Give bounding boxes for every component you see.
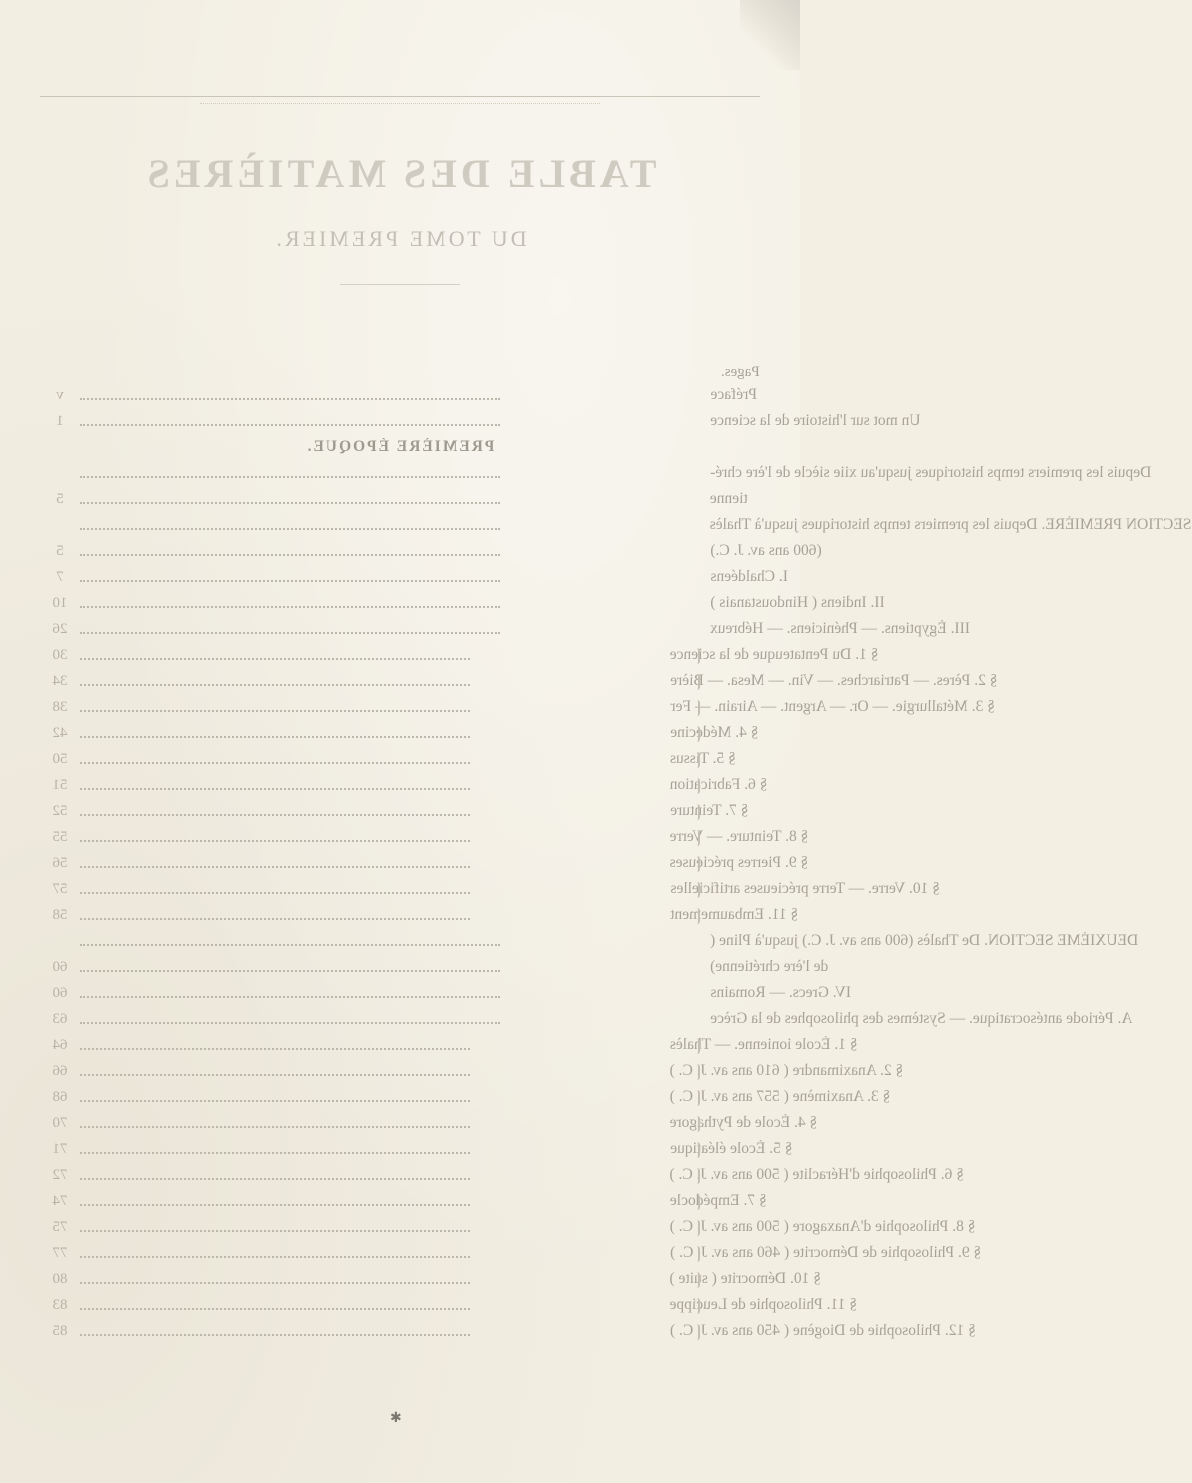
- section-mark-icon: [688, 882, 700, 898]
- section-mark-icon: [688, 1064, 700, 1080]
- leader-dots: [80, 788, 470, 790]
- toc-entry: [0, 774, 800, 800]
- toc-page-number: 38: [52, 699, 68, 715]
- toc-entry-text: § 7. Teinture: [670, 802, 749, 819]
- toc-entry-text: § 9. Philosophie de Démocrite ( 460 ans av. J. C. ): [670, 1244, 982, 1261]
- leader-dots: [80, 658, 470, 660]
- toc-page-number: 50: [52, 751, 68, 767]
- leader-dots: [80, 1126, 470, 1128]
- toc-entry-text: A. Période antésocratique. — Systèmes des philosophes de la Grèce: [710, 1010, 1133, 1027]
- section-mark-icon: [688, 830, 700, 846]
- pages-column-label: Pages.: [721, 364, 760, 380]
- leader-dots: [80, 1334, 470, 1336]
- toc-entry-text: § 6. Philosophie d'Héraclite ( 500 ans av. J. C. ): [670, 1166, 965, 1183]
- leader-dots: [80, 606, 500, 608]
- toc-page-number: 7: [56, 569, 64, 585]
- toc-page-number: 60: [52, 959, 68, 975]
- toc-entry-text: § 5. Tissus: [670, 750, 736, 767]
- toc-page-number: 58: [52, 907, 68, 923]
- toc-page-number: 75: [52, 1219, 68, 1235]
- toc-entry: [0, 1112, 818, 1138]
- leader-dots: [80, 918, 470, 920]
- leader-dots: [80, 554, 500, 556]
- toc-entry-text: § 3. Métallurgie. — Or. — Argent. — Airain. — Fer: [670, 698, 995, 715]
- top-rule: [40, 96, 760, 97]
- toc-entry-text: § 2. Anaximandre ( 610 ans av. J. C. ): [670, 1062, 904, 1079]
- toc-page-number: 56: [52, 855, 68, 871]
- leader-dots: [80, 1230, 470, 1232]
- leader-dots: [80, 1308, 470, 1310]
- toc-entry: [0, 462, 1152, 488]
- toc-entry-text: § 5. École éléatique: [670, 1140, 793, 1157]
- leader-dots: [80, 1178, 470, 1180]
- toc-page-number: 5: [56, 491, 64, 507]
- toc-entry: [0, 1320, 976, 1346]
- toc-entry: [0, 1086, 891, 1112]
- toc-entry-text: § 7. Empédocle: [670, 1192, 767, 1209]
- toc-entry-text: § 4. Médecine: [670, 724, 759, 741]
- section-mark-icon: [688, 1168, 700, 1184]
- leader-dots: [80, 866, 470, 868]
- toc-entries: [0, 384, 1192, 1346]
- leader-dots: [80, 1256, 470, 1258]
- leader-dots: [80, 762, 470, 764]
- toc-page-number: 10: [52, 595, 68, 611]
- leader-dots: [80, 502, 500, 504]
- toc-entry: [0, 1294, 858, 1320]
- toc-page-number: 63: [52, 1011, 68, 1027]
- toc-entry: [0, 592, 885, 618]
- section-mark-icon: [688, 908, 700, 924]
- leader-dots: [80, 1100, 470, 1102]
- toc-entry-text: (600 ans av. J. C.): [710, 542, 822, 559]
- toc-entry: [0, 1242, 982, 1268]
- toc-entry: [0, 1138, 800, 1164]
- toc-page-number: 55: [52, 829, 68, 845]
- leader-dots: [80, 424, 500, 426]
- toc-page-number: 42: [52, 725, 68, 741]
- toc-page-number: 57: [52, 881, 68, 897]
- page-title: TABLE DES MATIÈRES: [143, 151, 657, 196]
- leader-dots: [80, 398, 500, 400]
- section-mark-icon: [688, 804, 700, 820]
- toc-entry: [0, 1008, 1133, 1034]
- toc-entry-text: III. Égyptiens. — Phéniciens. — Hébreux: [710, 620, 970, 637]
- toc-page-number: 60: [52, 985, 68, 1001]
- toc-entry-text: de l'ère chrétienne): [710, 958, 829, 975]
- section-mark-icon: [688, 1038, 700, 1054]
- section-mark-icon: [688, 1194, 700, 1210]
- toc-entry-text: Un mot sur l'histoire de la science: [710, 412, 921, 429]
- top-rule-dotted: [200, 103, 600, 104]
- toc-entry: [0, 1190, 800, 1216]
- section-mark-icon: [688, 648, 700, 664]
- toc-entry-text: I. Chaldéens: [710, 568, 788, 585]
- toc-page-number: 74: [52, 1193, 68, 1209]
- toc-entry: [0, 800, 800, 826]
- toc-entry: [0, 1216, 976, 1242]
- leader-dots: [80, 632, 500, 634]
- section-mark-icon: [688, 1324, 700, 1340]
- toc-page-number: 51: [52, 777, 68, 793]
- toc-entry: [0, 488, 800, 514]
- toc-entry-text: IV. Grecs. — Romains: [710, 984, 851, 1001]
- section-mark-icon: [688, 726, 700, 742]
- section-mark-icon: [688, 1272, 700, 1288]
- toc-entry-text: § 1. École ionienne. — Thalès: [670, 1036, 858, 1053]
- toc-entry-text: § 4. École de Pythagore: [670, 1114, 818, 1131]
- toc-page-number: 26: [52, 621, 68, 637]
- leader-dots: [80, 736, 470, 738]
- section-mark-icon: [688, 1220, 700, 1236]
- toc-page-number: 30: [52, 647, 68, 663]
- toc-page-number: 83: [52, 1297, 68, 1313]
- toc-entry: [0, 566, 800, 592]
- toc-entry: [0, 1034, 858, 1060]
- leader-dots: [80, 1282, 470, 1284]
- toc-page-number: 68: [52, 1089, 68, 1105]
- toc-page-number: 77: [52, 1245, 68, 1261]
- leader-dots: [80, 684, 470, 686]
- toc-entry-text: II. Indiens ( Hindoustanais ): [710, 594, 885, 611]
- toc-entry: [0, 956, 829, 982]
- toc-entry-text: § 3. Anaximène ( 557 ans av. J. C. ): [670, 1088, 891, 1105]
- toc-entry: [0, 930, 1139, 956]
- toc-entry: [0, 618, 970, 644]
- leader-dots: [80, 476, 500, 478]
- leader-dots: [80, 710, 470, 712]
- toc-entry: [0, 514, 1192, 540]
- toc-entry: [0, 722, 800, 748]
- toc-page-number: 1: [56, 413, 64, 429]
- toc-entry-text: § 10. Verre. — Terre précieuses artificielles: [670, 880, 940, 897]
- leader-dots: [80, 1074, 470, 1076]
- toc-entry-text: § 2. Pères. — Patriarches. — Vin. — Mesa. — Bière: [670, 672, 998, 689]
- toc-entry: [0, 410, 921, 436]
- toc-entry-text: § 1. Du Pentateuque de la science: [670, 646, 879, 663]
- toc-entry-text: § 10. Démocrite ( suite ): [670, 1270, 822, 1287]
- toc-entry-text: § 9. Pierres précieuses: [670, 854, 809, 871]
- toc-entry: [0, 748, 800, 774]
- section-mark-icon: [688, 700, 700, 716]
- toc-entry-text: § 11. Embaumement: [670, 906, 799, 923]
- toc-entry: [0, 852, 809, 878]
- toc-page-number: 64: [52, 1037, 68, 1053]
- section-mark-icon: [688, 1090, 700, 1106]
- toc-entry: [0, 982, 851, 1008]
- toc-entry: [0, 644, 879, 670]
- leader-dots: [80, 970, 500, 972]
- leader-dots: [80, 1022, 500, 1024]
- leader-dots: [80, 944, 500, 946]
- toc-entry-text: § 12. Philosophie de Diogène ( 450 ans av. J. C. ): [670, 1322, 976, 1339]
- toc-entry-text: DEUXIÈME SECTION. De Thalès (600 ans av. J. C.) jusqu'à Pline (: [710, 932, 1139, 949]
- toc-entry-text: SECTION PREMIÈRE. Depuis les premiers temps historiques jusqu'à Thalès: [710, 516, 1192, 533]
- title-divider: [340, 284, 460, 285]
- toc-entry-text: tienne: [710, 490, 748, 507]
- toc-entry-text: § 6. Fabrication: [670, 776, 768, 793]
- toc-page-number: 85: [52, 1323, 68, 1339]
- toc-page-number: 70: [52, 1115, 68, 1131]
- toc-entry-text: § 11. Philosophie de Leucippe: [670, 1296, 858, 1313]
- section-mark-icon: [688, 778, 700, 794]
- toc-entry-text: § 8. Philosophie d'Anaxagore ( 500 ans av. J. C. ): [670, 1218, 976, 1235]
- leader-dots: [80, 814, 470, 816]
- page-subtitle: DU TOME PREMIER.: [273, 226, 527, 251]
- toc-entry-text: Depuis les premiers temps historiques jusqu'au xiie siècle de l'ère chré-: [710, 464, 1152, 481]
- toc-page-number: 66: [52, 1063, 68, 1079]
- toc-entry: [0, 696, 995, 722]
- section-mark-icon: [688, 1298, 700, 1314]
- toc-entry-text: PREMIÈRE ÉPOQUE.: [305, 438, 495, 455]
- section-mark-icon: [688, 674, 700, 690]
- toc-page-number: 71: [52, 1141, 68, 1157]
- footer-mark: ✱: [390, 1411, 402, 1426]
- leader-dots: [80, 1204, 470, 1206]
- toc-entry-text: § 8. Teinture. — Verre: [670, 828, 809, 845]
- toc-entry-text: Préface: [710, 386, 757, 403]
- toc-page-number: 80: [52, 1271, 68, 1287]
- toc-entry: [0, 826, 809, 852]
- leader-dots: [80, 580, 500, 582]
- toc-entry: [0, 1060, 904, 1086]
- leader-dots: [80, 1152, 470, 1154]
- leader-dots: [80, 892, 470, 894]
- toc-page-number: 34: [52, 673, 68, 689]
- section-mark-icon: [688, 1116, 700, 1132]
- leader-dots: [80, 528, 500, 530]
- toc-page-number: 5: [56, 543, 64, 559]
- page-corner-shadow: [740, 0, 800, 70]
- toc-entry: [0, 384, 800, 410]
- toc-entry: [0, 1268, 822, 1294]
- toc-page-number: 72: [52, 1167, 68, 1183]
- section-mark-icon: [688, 1246, 700, 1262]
- leader-dots: [80, 996, 500, 998]
- leader-dots: [80, 840, 470, 842]
- leader-dots: [80, 1048, 470, 1050]
- section-mark-icon: [688, 856, 700, 872]
- toc-heading: [0, 436, 800, 462]
- toc-entry: [0, 878, 940, 904]
- toc-page-number: v: [56, 387, 64, 403]
- toc-entry: [0, 1164, 965, 1190]
- toc-entry: [0, 540, 822, 566]
- toc-entry: [0, 904, 800, 930]
- toc-page-number: 52: [52, 803, 68, 819]
- section-mark-icon: [688, 752, 700, 768]
- section-mark-icon: [688, 1142, 700, 1158]
- toc-entry: [0, 670, 998, 696]
